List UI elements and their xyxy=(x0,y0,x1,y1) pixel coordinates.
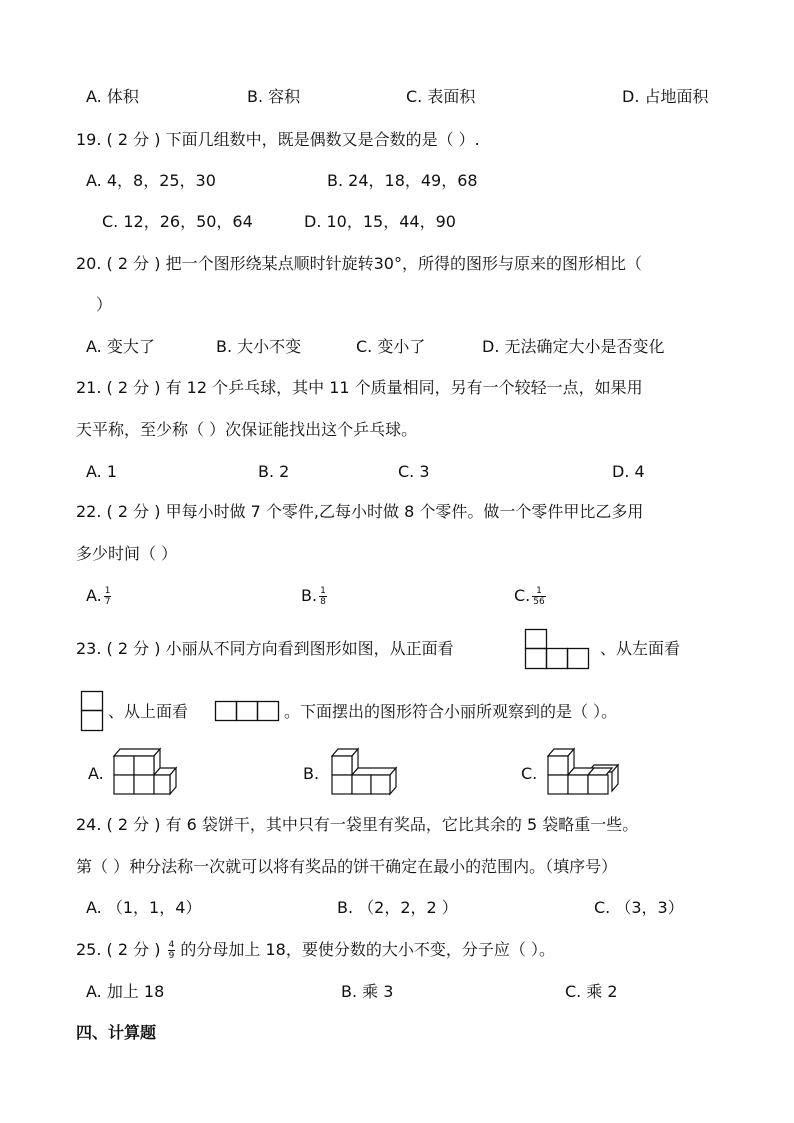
q24-option-c[interactable]: C. （3，3） xyxy=(594,898,684,917)
fraction-numerator: 1 xyxy=(104,586,111,596)
q21-option-a[interactable]: A. 1 xyxy=(86,462,118,481)
q23-stem-left-view: 、从左面看 xyxy=(600,639,681,658)
question-score: ( 2 分 ) xyxy=(106,254,161,273)
q19-option-d[interactable]: D. 10，15，44，90 xyxy=(304,212,456,231)
fraction xyxy=(532,586,545,607)
question-score: ( 2 分 ) xyxy=(106,378,161,397)
question-stem: 甲每小时做 7 个零件,乙每小时做 8 个零件。做一个零件甲比乙多用 xyxy=(165,502,644,521)
question-score: ( 2 分 ) xyxy=(106,502,161,521)
q21-question xyxy=(76,377,643,399)
question-stem: 小丽从不同方向看到图形如图，从正面看 xyxy=(165,639,454,658)
q23-option-b-figure[interactable] xyxy=(328,746,398,796)
question-number: 20. xyxy=(76,254,102,273)
q21-option-b[interactable]: B. 2 xyxy=(258,462,290,481)
option-label: B. xyxy=(301,586,318,605)
q25-question xyxy=(76,939,555,961)
section-title: 四、计算题 xyxy=(76,1023,157,1042)
q23-question xyxy=(76,638,454,660)
q20-option-a[interactable]: A. 变大了 xyxy=(86,337,155,356)
question-stem: 有 12 个乒乓球，其中 11 个质量相同，另有一个较轻一点，如果用 xyxy=(165,378,643,397)
q23-option-b-label[interactable]: B. xyxy=(303,764,320,783)
q21-option-d[interactable]: D. 4 xyxy=(612,462,645,481)
q23-option-c-figure[interactable] xyxy=(546,746,624,796)
front-view-figure xyxy=(524,628,592,670)
question-number: 19. xyxy=(76,130,102,149)
question-score: ( 2 分 ) xyxy=(106,940,161,959)
fraction-numerator: 1 xyxy=(320,586,326,596)
q23-stem-top-view: 、从上面看 xyxy=(108,702,189,721)
question-stem: 的分母加上 18，要使分数的大小不变，分子应（ ）。 xyxy=(180,940,555,959)
q22-question xyxy=(76,501,643,523)
fraction xyxy=(319,586,327,607)
q19-option-c[interactable]: C. 12，26，50，64 xyxy=(102,212,253,231)
fraction-denominator: 8 xyxy=(320,597,326,607)
q24-option-b[interactable]: B. （2，2，2 ） xyxy=(337,898,458,917)
top-view-figure xyxy=(214,700,280,722)
fraction xyxy=(168,940,176,961)
question-stem: 把一个图形绕某点顺时针旋转30°，所得的图形与原来的图形相比（ xyxy=(165,254,642,273)
question-number: 25. xyxy=(76,940,102,959)
fraction-denominator: 56 xyxy=(533,597,545,607)
question-number: 22. xyxy=(76,502,102,521)
q19-option-a[interactable]: A. 4，8，25，30 xyxy=(86,171,216,190)
q19-question xyxy=(76,129,480,151)
question-score: ( 2 分 ) xyxy=(106,639,161,658)
question-score: ( 2 分 ) xyxy=(106,815,161,834)
q24-question xyxy=(76,814,638,836)
question-number: 21. xyxy=(76,378,102,397)
q20-question-cont: ） xyxy=(96,295,113,314)
q20-option-c[interactable]: C. 变小了 xyxy=(356,337,426,356)
q20-option-d[interactable]: D. 无法确定大小是否变化 xyxy=(482,337,665,356)
q23-stem-end: 。下面摆出的图形符合小丽所观察到的是（ ）。 xyxy=(284,702,618,721)
q18-option-b[interactable]: B. 容积 xyxy=(247,87,301,106)
q19-option-b[interactable]: B. 24，18，49，68 xyxy=(327,171,478,190)
q23-option-c-label[interactable]: C. xyxy=(521,764,538,783)
q25-option-a[interactable]: A. 加上 18 xyxy=(86,982,165,1001)
left-view-figure xyxy=(80,690,104,732)
q22-option-c[interactable] xyxy=(514,585,546,607)
q24-question-cont: 第（ ）种分法称一次就可以将有奖品的饼干确定在最小的范围内。（填序号） xyxy=(76,857,618,876)
option-label: C. xyxy=(514,586,531,605)
q24-option-a[interactable]: A. （1，1，4） xyxy=(86,898,202,917)
fraction-numerator: 4 xyxy=(168,940,175,950)
q23-option-a-figure[interactable] xyxy=(112,746,180,796)
q21-option-c[interactable]: C. 3 xyxy=(398,462,430,481)
fraction-numerator: 1 xyxy=(536,586,542,596)
question-stem: 下面几组数中，既是偶数又是合数的是（ ）. xyxy=(165,130,480,149)
fraction-denominator: 9 xyxy=(168,951,175,961)
q18-option-c[interactable]: C. 表面积 xyxy=(406,87,476,106)
q20-question xyxy=(76,253,642,275)
question-number: 23. xyxy=(76,639,102,658)
fraction xyxy=(104,586,112,607)
q25-option-b[interactable]: B. 乘 3 xyxy=(341,982,394,1001)
question-number: 24. xyxy=(76,815,102,834)
q21-question-cont: 天平称，至少称（ ）次保证能找出这个乒乓球。 xyxy=(76,420,418,439)
q25-option-c[interactable]: C. 乘 2 xyxy=(565,982,618,1001)
q22-question-cont: 多少时间（ ） xyxy=(76,544,178,563)
question-stem: 有 6 袋饼干，其中只有一袋里有奖品，它比其余的 5 袋略重一些。 xyxy=(165,815,639,834)
q18-option-d[interactable]: D. 占地面积 xyxy=(622,87,709,106)
fraction-denominator: 7 xyxy=(104,597,111,607)
q22-option-b[interactable] xyxy=(301,585,327,607)
option-label: A. xyxy=(86,586,102,605)
q22-option-a[interactable] xyxy=(86,585,111,607)
q23-option-a-label[interactable]: A. xyxy=(88,764,104,783)
q20-option-b[interactable]: B. 大小不变 xyxy=(216,337,302,356)
question-score: ( 2 分 ) xyxy=(106,130,161,149)
q18-option-a[interactable]: A. 体积 xyxy=(86,87,139,106)
